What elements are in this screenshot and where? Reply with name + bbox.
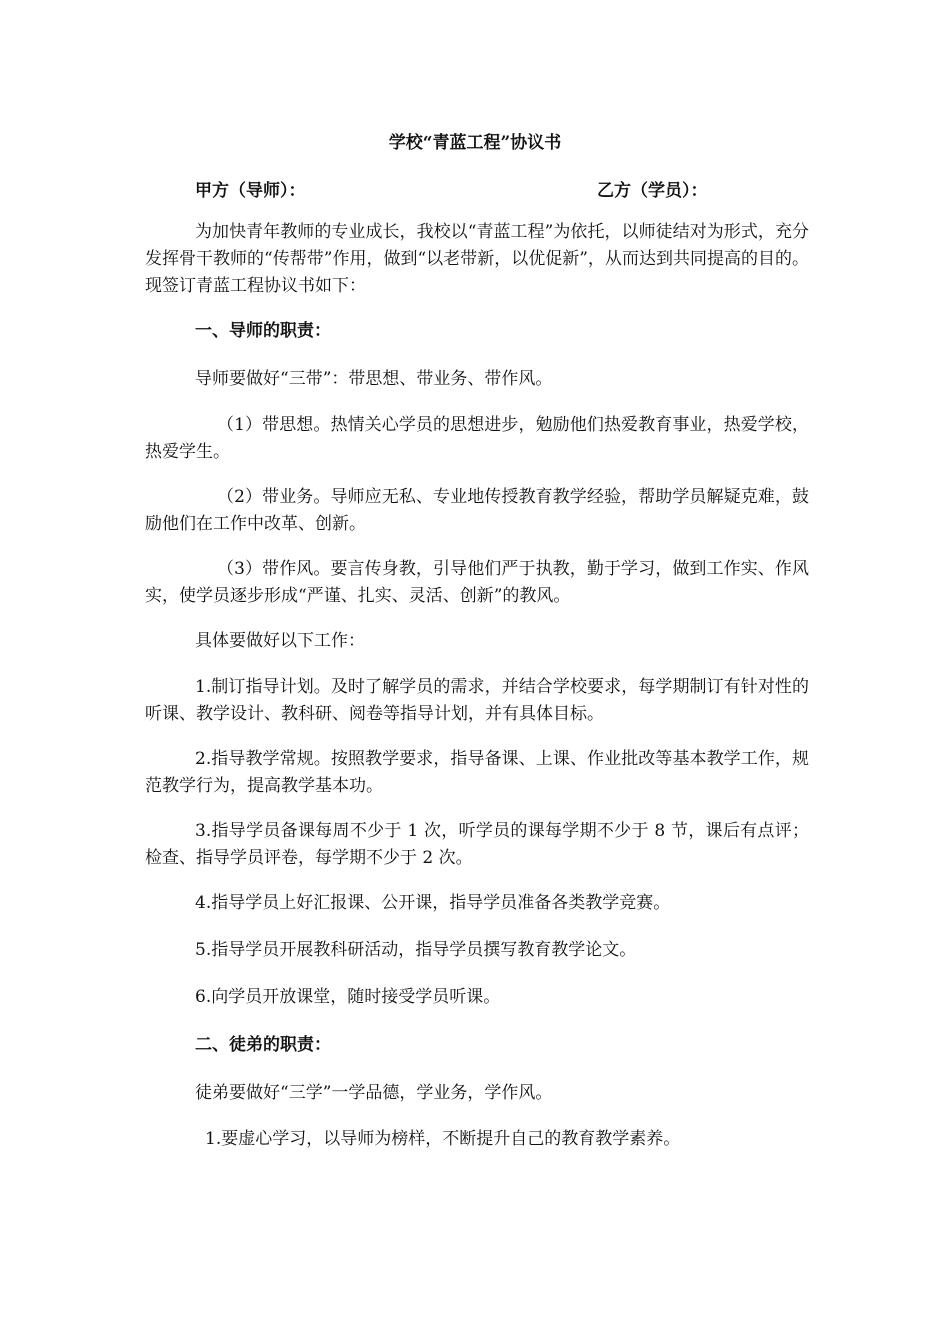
document-title: 学校“青蓝工程”协议书: [388, 133, 562, 153]
work-item: 1.制订指导计划。及时了解学员的需求，并结合学校要求，每学期制订有针对性的听课、教学设计、教科研、阅卷等指导计划，并有具体目标。: [145, 677, 809, 724]
mentor-duty-item: （2）带业务。导师应无私、专业地传授教育教学经验，帮助学员解疑克难，鼓励他们在工作中改革、创新。: [145, 487, 809, 534]
apprentice-duty-item: 1.要虚心学习，以导师为榜样，不断提升自己的教育教学素养。: [205, 1129, 681, 1149]
work-item: 4.指导学员上好汇报课、公开课，指导学员准备各类教学竞赛。: [195, 893, 671, 913]
mentor-duty-item: （3）带作风。要言传身教，引导他们严于执教，勤于学习，做到工作实、作风实，使学员逐步形成“严谨、扎实、灵活、创新”的教风。: [145, 559, 809, 606]
work-item: 6.向学员开放课堂，随时接受学员听课。: [195, 987, 501, 1007]
mentor-duty-item: （1）带思想。热情关心学员的思想进步，勉励他们热爱教育事业，热爱学校，热爱学生。: [145, 415, 809, 462]
work-item: 5.指导学员开展教科研活动，指导学员撰写教育教学论文。: [195, 940, 637, 960]
party-a-label: 甲方（导师）：: [195, 181, 306, 201]
section1-summary: 导师要做好“三带”：带思想、带业务、带作风。: [195, 369, 553, 389]
work-intro: 具体要做好以下工作：: [195, 631, 365, 651]
section2-heading: 二、徒弟的职责：: [195, 1035, 331, 1055]
work-item: 3.指导学员备课每周不少于 1 次，听学员的课每学期不少于 8 节，课后有点评；检查、指导学员评卷，每学期不少于 2 次。: [145, 821, 809, 868]
section1-heading: 一、导师的职责：: [195, 321, 331, 341]
party-b-label: 乙方（学员）：: [597, 181, 708, 201]
work-item: 2.指导教学常规。按照教学要求，指导备课、上课、作业批改等基本教学工作，规范教学行为，提高教学基本功。: [145, 749, 809, 796]
intro-paragraph: 为加快青年教师的专业成长，我校以“青蓝工程”为依托，以师徒结对为形式，充分发挥骨干教师的“传帮带”作用，做到“以老带新，以优促新”，从而达到共同提高的目的。现签订青蓝工程协议书如下：: [145, 222, 809, 296]
section2-summary: 徒弟要做好“三学”一学品德，学业务，学作风。: [195, 1083, 553, 1103]
